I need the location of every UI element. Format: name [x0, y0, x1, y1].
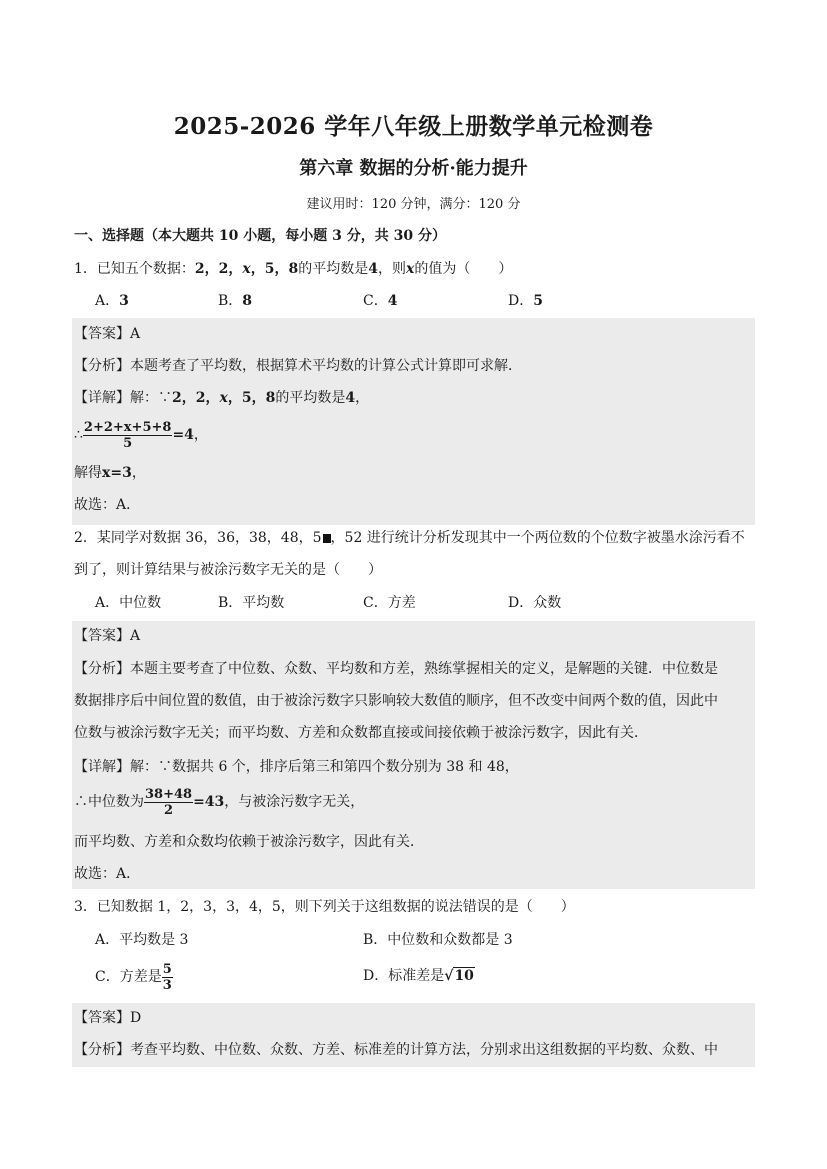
q1-analysis: 【分析】本题考查了平均数，根据算术平均数的计算公式计算即可求解． — [74, 358, 522, 374]
ink-blot-icon — [323, 534, 331, 543]
q1-option-d[interactable]: D．5 — [508, 293, 543, 309]
q3-option-a[interactable]: A．平均数是 3 — [95, 932, 189, 948]
q2-fraction: $\frac{38+48}{2}$ — [145, 786, 193, 818]
q1-option-a[interactable]: A．3 — [95, 293, 129, 309]
q2-detail: 【详解】解：∵数据共 6 个，排序后第三和第四个数分别为 38 和 48， — [74, 759, 519, 775]
q1-choose: 故选：A． — [74, 497, 141, 513]
q2-option-a[interactable]: A．中位数 — [95, 595, 162, 611]
q3-option-d[interactable]: D．标准差是√10 — [363, 968, 474, 984]
q2-stem-line1: 2．某同学对数据 36，36，38，48，5 ，52 进行统计分析发现其中一个两位数的个位数字被墨水涂污看不 — [74, 530, 745, 546]
q1-fraction: $\frac{2+2+x+5+8}{5}$ — [83, 419, 172, 451]
page-title: 2025-2026 学年八年级上册数学单元检测卷 — [173, 113, 654, 140]
sqrt-icon: √10 — [444, 968, 474, 984]
time-score-note: 建议用时：120 分钟，满分：120 分 — [306, 197, 521, 212]
q2-option-b[interactable]: B．平均数 — [218, 595, 285, 611]
section-heading: 一、选择题（本大题共 10 小题，每小题 3 分，共 30 分） — [74, 228, 446, 244]
q3-stem: 3．已知数据 1，2，3，3，4，5，则下列关于这组数据的说法错误的是（ ） — [74, 899, 575, 915]
q3-answer: 【答案】D — [74, 1010, 142, 1026]
q1-solve: 解得x=3， — [74, 465, 146, 481]
q2-analysis-3: 位数与被涂污数字无关；而平均数、方差和众数都直接或间接依赖于被涂污数字，因此有关． — [74, 725, 648, 741]
q2-choose: 故选：A． — [74, 866, 141, 882]
q1-stem: 1．已知五个数据：2，2，x，5，8的平均数是4，则x的值为（ ） — [74, 261, 513, 277]
q1-option-b[interactable]: B．8 — [218, 293, 253, 309]
q1-detail: 【详解】解：∵2，2，x，5，8的平均数是4， — [74, 390, 370, 406]
q2-option-d[interactable]: D．众数 — [508, 595, 562, 611]
q3-analysis: 【分析】考查平均数、中位数、众数、方差、标准差的计算方法，分别求出这组数据的平均数、众数、中 — [74, 1042, 718, 1058]
q2-analysis-2: 数据排序后中间位置的数值，由于被涂污数字只影响较大数值的顺序，但不改变中间两个数的值，因此中 — [74, 693, 718, 709]
q3-fraction: $\frac{5}{3}$ — [162, 961, 172, 993]
q1-option-c[interactable]: C．4 — [363, 293, 398, 309]
q1-equation: ∴ $\frac{2+2+x+5+8}{5}$ =4， — [74, 419, 208, 451]
q1-answer: 【答案】A — [74, 326, 141, 342]
q3-option-b[interactable]: B．中位数和众数都是 3 — [363, 932, 513, 948]
q2-answer: 【答案】A — [74, 628, 141, 644]
q2-median: ∴中位数为 $\frac{38+48}{2}$ =43，与被涂污数字无关， — [74, 786, 365, 818]
q2-conclusion: 而平均数、方差和众数均依赖于被涂污数字，因此有关． — [74, 834, 424, 850]
q2-stem-line2: 到了，则计算结果与被涂污数字无关的是（ ） — [74, 562, 382, 578]
chapter-subtitle: 第六章 数据的分析·能力提升 — [299, 158, 528, 179]
q2-option-c[interactable]: C．方差 — [363, 595, 416, 611]
q3-option-c[interactable]: C．方差是 $\frac{5}{3}$ — [95, 961, 172, 993]
q2-analysis-1: 【分析】本题主要考查了中位数、众数、平均数和方差，熟练掌握相关的定义，是解题的关键．中位数是 — [74, 661, 718, 677]
